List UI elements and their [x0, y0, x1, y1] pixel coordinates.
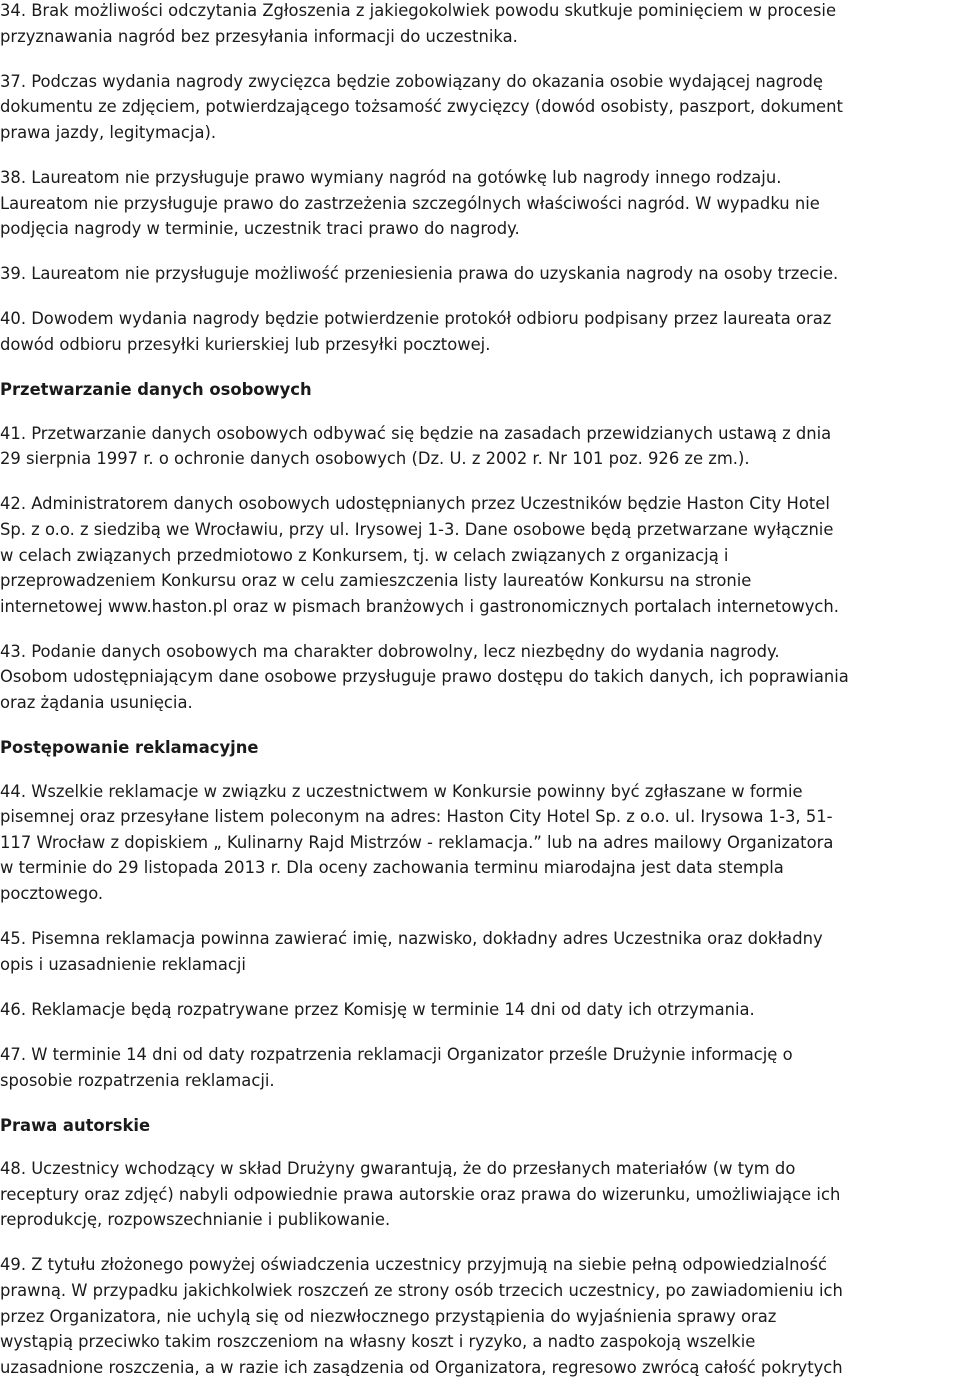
- text-line: uzasadnione roszczenia, a w razie ich zasądzenia od Organizatora, regresowo zwrócą całość pokrytych: [0, 1357, 843, 1377]
- text-line: 38. Laureatom nie przysługuje prawo wymiany nagród na gotówkę lub nagrody innego rodzaju.: [0, 167, 782, 187]
- text-line: pocztowego.: [0, 884, 104, 904]
- text-line: 45. Pisemna reklamacja powinna zawierać imię, nazwisko, dokładny adres Uczestnika oraz dokładny: [0, 929, 823, 949]
- text-line: 42. Administratorem danych osobowych udostępnianych przez Uczestników będzie Haston City Hotel: [0, 494, 830, 514]
- text-line: sposobie rozpatrzenia reklamacji.: [0, 1070, 275, 1090]
- text-line: 40. Dowodem wydania nagrody będzie potwierdzenie protokół odbioru podpisany przez laureata oraz: [0, 309, 832, 329]
- text-line: 48. Uczestnicy wchodzący w skład Drużyny gwarantują, że do przesłanych materiałów (w tym do: [0, 1159, 796, 1179]
- paragraph-46: [0, 997, 960, 1023]
- text-line: oraz żądania usunięcia.: [0, 692, 193, 712]
- text-line: Sp. z o.o. z siedzibą we Wrocławiu, przy ul. Irysowej 1-3. Dane osobowe będą przetwarzane wyłącznie: [0, 519, 834, 539]
- paragraph-48: [0, 1156, 960, 1233]
- section-heading-personal-data: Przetwarzanie danych osobowych: [0, 380, 312, 400]
- paragraph-34: [0, 0, 960, 49]
- text-line: 49. Z tytułu złożonego powyżej oświadczenia uczestnicy przyjmują na siebie pełną odpowiedzialność: [0, 1255, 828, 1275]
- paragraph-49: [0, 1252, 960, 1380]
- paragraph-40: [0, 306, 960, 357]
- text-line: 39. Laureatom nie przysługuje możliwość przeniesienia prawa do uzyskania nagrody na osoby trzecie.: [0, 264, 839, 284]
- paragraph-44: [0, 779, 960, 907]
- text-line: pisemnej oraz przesyłane listem poleconym na adres: Haston City Hotel Sp. z o.o. ul. Irysowa 1-3, 51-: [0, 807, 833, 827]
- text-line: prawną. W przypadku jakichkolwiek roszczeń ze strony osób trzecich uczestnicy, po zawiadomieniu ich: [0, 1281, 843, 1301]
- text-line: w celach związanych przedmiotowo z Konkursem, tj. w celach związanych z organizacją i: [0, 545, 729, 565]
- text-line: receptury oraz zdjęć) nabyli odpowiednie prawa autorskie oraz prawa do wizerunku, umożliwiające ich: [0, 1184, 841, 1204]
- text-line: 117 Wrocław z dopiskiem „ Kulinarny Rajd Mistrzów - reklamacja.” lub na adres mailowy Organizatora: [0, 832, 834, 852]
- text-line: przez Organizatora, nie uchylą się od niezwłocznego przystąpienia do wyjaśnienia sprawy oraz: [0, 1306, 777, 1326]
- text-line: w terminie do 29 listopada 2013 r. Dla oceny zachowania terminu miarodajna jest data stempla: [0, 858, 784, 878]
- text-line: Osobom udostępniającym dane osobowe przysługuje prawo dostępu do takich danych, ich poprawiania: [0, 667, 849, 687]
- text-line: opis i uzasadnienie reklamacji: [0, 954, 246, 974]
- text-line: dokumentu ze zdjęciem, potwierdzającego tożsamość zwycięzcy (dowód osobisty, paszport, dokument: [0, 97, 843, 117]
- text-line: Laureatom nie przysługuje prawo do zastrzeżenia szczególnych właściwości nagród. W wypadku nie: [0, 193, 820, 213]
- text-line: reprodukcję, rozpowszechnianie i publikowanie.: [0, 1210, 391, 1230]
- text-line: podjęcia nagrody w terminie, uczestnik traci prawo do nagrody.: [0, 219, 520, 239]
- text-line: 44. Wszelkie reklamacje w związku z uczestnictwem w Konkursie powinny być zgłaszane w formie: [0, 781, 803, 801]
- text-line: dowód odbioru przesyłki kurierskiej lub przesyłki pocztowej.: [0, 334, 491, 354]
- paragraph-43: [0, 639, 960, 716]
- text-line: 43. Podanie danych osobowych ma charakter dobrowolny, lecz niezbędny do wydania nagrody.: [0, 641, 780, 661]
- text-line: 41. Przetwarzanie danych osobowych odbywać się będzie na zasadach przewidzianych ustawą z dnia: [0, 423, 832, 443]
- text-line: prawa jazdy, legitymacja).: [0, 122, 217, 142]
- section-heading-copyright: Prawa autorskie: [0, 1115, 151, 1135]
- text-line: wystąpią przeciwko takim roszczeniom na własny koszt i ryzyko, a nadto zaspokoją wszelkie: [0, 1332, 756, 1352]
- text-line: 37. Podczas wydania nagrody zwycięzca będzie zobowiązany do okazania osobie wydającej nagrodę: [0, 71, 823, 91]
- paragraph-47: [0, 1042, 960, 1093]
- text-line: 47. W terminie 14 dni od daty rozpatrzenia reklamacji Organizator prześle Drużynie informację o: [0, 1044, 793, 1064]
- paragraph-41: [0, 421, 960, 472]
- text-line: 34. Brak możliwości odczytania Zgłoszenia z jakiegokolwiek powodu skutkuje pominięciem w procesie: [0, 1, 837, 20]
- text-line: internetowej www.haston.pl oraz w pismach branżowych i gastronomicznych portalach internetowych.: [0, 596, 839, 616]
- text-line: przyznawania nagród bez przesyłania informacji do uczestnika.: [0, 26, 518, 46]
- text-line: 29 sierpnia 1997 r. o ochronie danych osobowych (Dz. U. z 2002 r. Nr 101 poz. 926 ze zm.).: [0, 449, 750, 469]
- text-line: przeprowadzeniem Konkursu oraz w celu zamieszczenia listy laureatów Konkursu na stronie: [0, 571, 752, 591]
- paragraph-38: [0, 165, 960, 242]
- paragraph-37: [0, 69, 960, 146]
- paragraph-39: [0, 261, 960, 287]
- section-heading-complaints: Postępowanie reklamacyjne: [0, 738, 259, 758]
- text-line: 46. Reklamacje będą rozpatrywane przez Komisję w terminie 14 dni od daty ich otrzymania.: [0, 999, 755, 1019]
- paragraph-45: [0, 926, 960, 977]
- paragraph-42: [0, 491, 960, 619]
